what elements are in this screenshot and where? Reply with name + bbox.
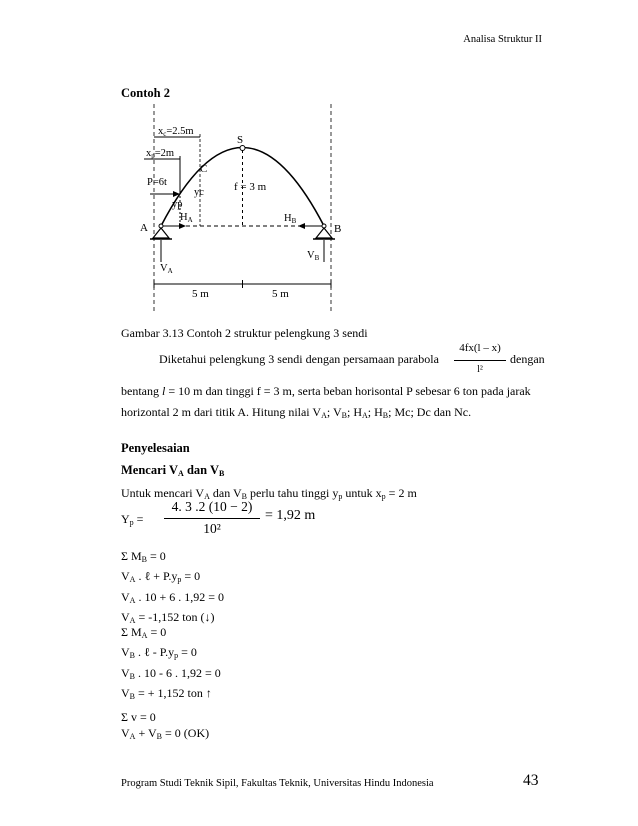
span-left-label: 5 m — [192, 288, 209, 300]
running-header: Analisa Struktur II — [463, 34, 542, 45]
xc-label: xc=2.5m — [158, 126, 194, 138]
equation-line: $V_A$ . 10 + 6 . 1,92 = 0 — [121, 589, 224, 605]
equations-sum-ma — [121, 624, 221, 705]
equations-sum-v — [121, 709, 209, 746]
intro-line-1-end: dengan — [510, 352, 545, 366]
va-label: VA — [160, 263, 173, 275]
solution-heading: Penyelesaian — [121, 441, 190, 455]
hb-arrow-head — [298, 223, 305, 229]
equation-line: Σ $M_B = 0$ — [121, 549, 166, 564]
equation-line: $V_A$ . ℓ + $P.y_p = 0$ — [121, 569, 201, 585]
equation-line: $V_B$ = + 1,152 ton ↑ — [121, 685, 212, 701]
intro-line-2: bentang l = 10 m dan tinggi f = 3 m, serta beban horisontal P sebesar 6 ton pada jarak — [121, 384, 531, 398]
intro-line-3: horizontal 2 m dari titik A. Hitung nilai $V_A$; $V_B$; $H_A$; $H_B$; Mc; Dc dan Nc. — [121, 405, 472, 420]
equation-line: $V_B$ . ℓ - $P.y_p = 0$ — [121, 645, 197, 661]
load-label: P=6t — [147, 177, 167, 188]
page-number: 43 — [523, 772, 539, 789]
rise-label: f = 3 m — [234, 181, 267, 193]
solution-subheading: Mencari $V_A$ dan $V_B$ — [121, 463, 225, 478]
parabola-numerator: 4fx(l – x) — [459, 342, 501, 354]
yp-numerator: 4. 3 .2 (10 − 2) — [171, 499, 253, 514]
ha-arrow-head — [179, 223, 186, 229]
support-a — [153, 228, 169, 238]
crown-hinge — [240, 146, 245, 151]
equations-sum-mb — [121, 548, 224, 629]
ha-label: HA — [180, 212, 193, 224]
span-right-label: 5 m — [272, 288, 289, 300]
yp-label: yp — [172, 199, 183, 210]
solution-line: Untuk mencari $V_A$ dan $V_B$ perlu tahu tinggi $y_p$ untuk $x_p = 2$ m — [121, 486, 417, 501]
point-c-label: C — [200, 163, 208, 175]
yp-fraction-bar — [164, 518, 260, 519]
fraction-bar — [454, 360, 506, 361]
xp-label: xp=2m — [146, 148, 175, 160]
support-b-label: B — [334, 223, 342, 235]
section-title: Contoh 2 — [121, 86, 170, 100]
footer-text: Program Studi Teknik Sipil, Fakultas Teknik, Universitas Hindu Indonesia — [121, 778, 434, 789]
yp-formula-label: $Y_p$ = — [121, 512, 144, 527]
vb-label: VB — [307, 250, 320, 262]
support-a-label: A — [140, 222, 148, 234]
equation-line: $V_A + V_B = 0$ (OK) — [121, 726, 210, 742]
hb-label: HB — [284, 213, 297, 225]
equation-line: Σ $M_A = 0$ — [121, 625, 167, 640]
support-b — [316, 228, 332, 238]
equation-line: Σ v = 0 — [121, 710, 156, 724]
crown-label: S — [237, 134, 244, 146]
yp-denominator: 10² — [203, 521, 221, 536]
parabola-denominator: l² — [477, 364, 483, 375]
yp-result: = 1,92 m — [265, 508, 316, 523]
figure-caption: Gambar 3.13 Contoh 2 struktur pelengkung 3 sendi — [121, 326, 368, 340]
intro-line-1: Diketahui pelengkung 3 sendi dengan persamaan parabola — [159, 352, 439, 366]
arch-figure — [121, 104, 361, 314]
equation-line: $V_A = -1,152$ ton (↓) — [121, 609, 215, 625]
yc-label: yc — [194, 187, 204, 198]
equation-line: $V_B$ . 10 - 6 . 1,92 = 0 — [121, 665, 221, 681]
